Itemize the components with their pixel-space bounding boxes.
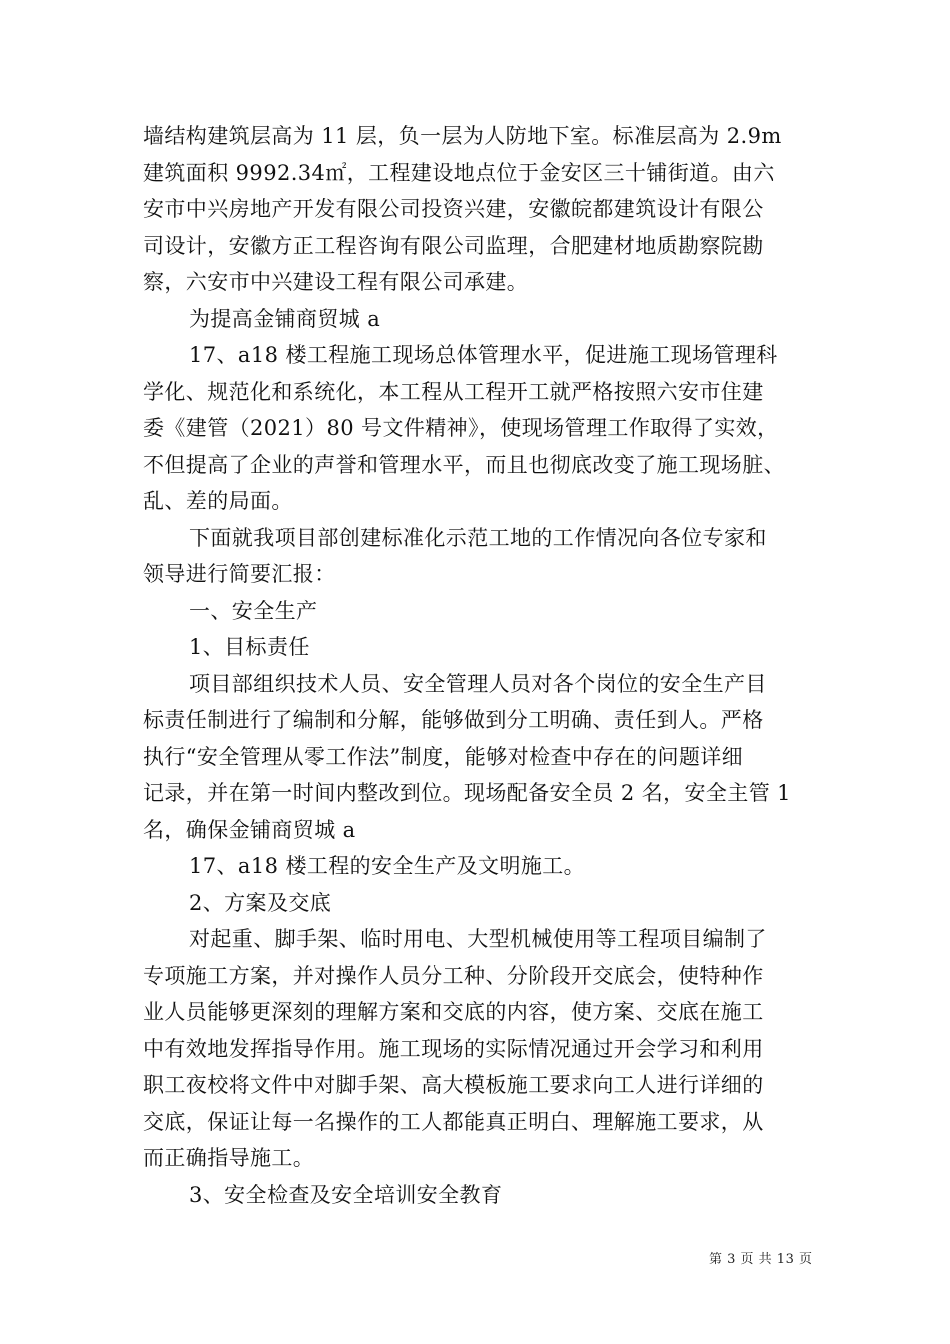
text-line: 1、目标责任 [189, 635, 310, 659]
paragraph [143, 301, 823, 338]
text-line: 下面就我项目部创建标准化示范工地的工作情况向各位专家和 [189, 525, 767, 550]
paragraph [143, 629, 823, 666]
text-line: 业人员能够更深刻的理解方案和交底的内容，使方案、交底在施工 [143, 1000, 764, 1024]
text-line: 为提高金铺商贸城 a [189, 306, 381, 331]
text-line: 建筑面积 9992.34㎡，工程建设地点位于金安区三十铺街道。由六 [143, 160, 775, 185]
text-line: 职工夜校将文件中对脚手架、高大模板施工要求向工人进行详细的 [143, 1073, 764, 1097]
paragraph [143, 520, 823, 593]
text-line: 执行“安全管理从零工作法”制度，能够对检查中存在的问题详细 [143, 744, 744, 769]
text-line: 学化、规范化和系统化，本工程从工程开工就严格按照六安市住建 [143, 379, 764, 404]
text-line: 中有效地发挥指导作用。施工现场的实际情况通过开会学习和利用 [143, 1036, 764, 1061]
text-line: 领导进行简要汇报： [143, 562, 336, 586]
paragraph [143, 337, 823, 520]
text-line: 委《建管（2021）80 号文件精神》，使现场管理工作取得了实效， [143, 416, 779, 440]
paragraph [143, 921, 823, 1177]
text-line: 标责任制进行了编制和分解，能够做到分工明确、责任到人。严格 [143, 708, 764, 732]
text-line: 墙结构建筑层高为 11 层，负一层为人防地下室。标准层高为 2.9m [143, 124, 782, 148]
text-line: 而正确指导施工。 [143, 1146, 315, 1170]
text-line: 对起重、脚手架、临时用电、大型机械使用等工程项目编制了 [189, 927, 767, 951]
text-line: 不但提高了企业的声誉和管理水平，而且也彻底改变了施工现场脏、 [143, 452, 785, 477]
text-line: 一、安全生产 [189, 598, 318, 623]
paragraph [143, 593, 823, 630]
text-line: 17、a18 楼工程的安全生产及文明施工。 [189, 854, 586, 878]
text-line: 3、安全检查及安全培训安全教育 [189, 1182, 503, 1207]
text-line: 察，六安市中兴建设工程有限公司承建。 [143, 270, 529, 294]
text-line: 安市中兴房地产开发有限公司投资兴建，安徽皖都建筑设计有限公 [143, 197, 764, 221]
text-line: 2、方案及交底 [189, 890, 332, 915]
text-line: 专项施工方案，并对操作人员分工种、分阶段开交底会，使特种作 [143, 963, 764, 988]
document-body [143, 118, 823, 1213]
text-line: 记录，并在第一时间内整改到位。现场配备安全员 2 名，安全主管 1 [143, 781, 791, 805]
text-line: 司设计，安徽方正工程咨询有限公司监理，合肥建材地质勘察院勘 [143, 233, 764, 258]
text-line: 乱、差的局面。 [143, 489, 293, 513]
paragraph [143, 885, 823, 922]
paragraph [143, 848, 823, 885]
text-line: 项目部组织技术人员、安全管理人员对各个岗位的安全生产目 [189, 671, 767, 696]
paragraph [143, 1177, 823, 1214]
paragraph [143, 118, 823, 301]
text-line: 交底，保证让每一名操作的工人都能真正明白、理解施工要求，从 [143, 1109, 764, 1134]
text-line: 17、a18 楼工程施工现场总体管理水平，促进施工现场管理科 [189, 343, 778, 367]
text-line: 名，确保金铺商贸城 a [143, 817, 356, 842]
page-number: 第 3 页 共 13 页 [709, 1252, 813, 1267]
paragraph [143, 666, 823, 849]
